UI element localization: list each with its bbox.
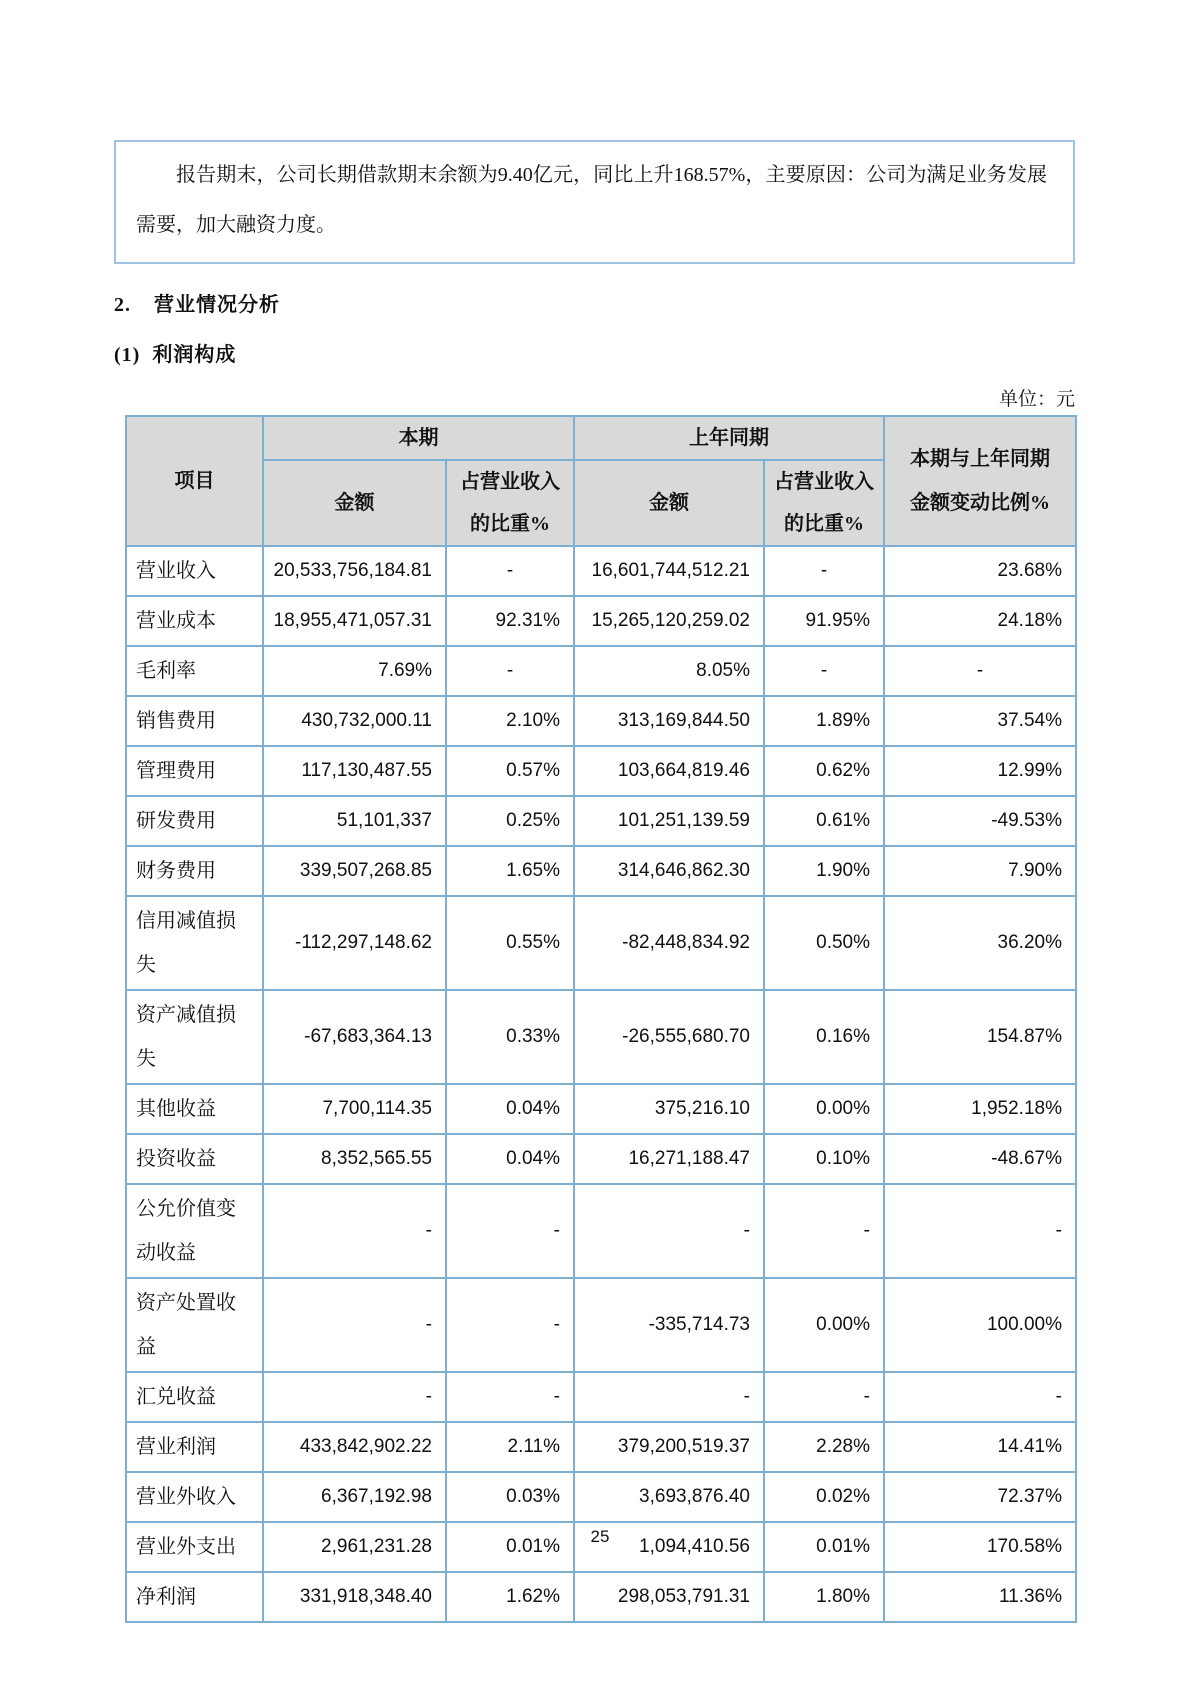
row-value-cell: 0.55% <box>446 896 574 990</box>
section-number: 2. <box>114 294 131 316</box>
row-value-cell: 103,664,819.46 <box>574 746 764 796</box>
row-value-cell: 430,732,000.11 <box>263 696 446 746</box>
row-value-cell: 0.03% <box>446 1472 574 1522</box>
table-body <box>126 546 1076 1622</box>
row-value-cell: 0.01% <box>446 1522 574 1572</box>
table-row <box>126 1572 1076 1622</box>
table-row <box>126 696 1076 746</box>
row-value-cell: 7.90% <box>884 846 1076 896</box>
header-current-period: 本期 <box>263 416 574 460</box>
row-value-cell: - <box>263 1184 446 1278</box>
row-value-cell: - <box>574 1372 764 1422</box>
row-value-cell: 8,352,565.55 <box>263 1134 446 1184</box>
row-value-cell: 11.36% <box>884 1572 1076 1622</box>
row-value-cell: 91.95% <box>764 596 884 646</box>
row-value-cell: 7,700,114.35 <box>263 1084 446 1134</box>
row-value-cell: 3,693,876.40 <box>574 1472 764 1522</box>
header-pct-prior: 占营业收入的比重% <box>764 460 884 546</box>
row-value-cell: 101,251,139.59 <box>574 796 764 846</box>
section-title: 营业情况分析 <box>154 294 280 316</box>
table-row <box>126 646 1076 696</box>
row-value-cell: 339,507,268.85 <box>263 846 446 896</box>
long-term-loan-note-box <box>114 140 1075 264</box>
row-value-cell: 1.65% <box>446 846 574 896</box>
section-heading <box>114 288 280 317</box>
row-value-cell: 1.62% <box>446 1572 574 1622</box>
row-value-cell: 0.61% <box>764 796 884 846</box>
row-item-label: 其他收益 <box>126 1084 263 1134</box>
subsection-title: 利润构成 <box>152 344 237 366</box>
row-item-label: 净利润 <box>126 1572 263 1622</box>
row-value-cell: 154.87% <box>884 990 1076 1084</box>
row-value-cell: - <box>764 646 884 696</box>
row-item-label: 公允价值变动收益 <box>126 1184 263 1278</box>
row-value-cell: 331,918,348.40 <box>263 1572 446 1622</box>
row-value-cell: 313,169,844.50 <box>574 696 764 746</box>
row-value-cell: 18,955,471,057.31 <box>263 596 446 646</box>
row-value-cell: 1,094,410.56 <box>574 1522 764 1572</box>
row-value-cell: 433,842,902.22 <box>263 1422 446 1472</box>
row-value-cell: - <box>446 1184 574 1278</box>
table-row <box>126 896 1076 990</box>
row-value-cell: 72.37% <box>884 1472 1076 1522</box>
table-header-row-1 <box>126 416 1076 460</box>
row-value-cell: 20,533,756,184.81 <box>263 546 446 596</box>
page-number: 25 <box>590 1527 610 1546</box>
table-row <box>126 990 1076 1084</box>
row-value-cell: 14.41% <box>884 1422 1076 1472</box>
row-item-label: 毛利率 <box>126 646 263 696</box>
row-value-cell: - <box>764 546 884 596</box>
row-value-cell: -335,714.73 <box>574 1278 764 1372</box>
row-value-cell: 16,271,188.47 <box>574 1134 764 1184</box>
table-row <box>126 596 1076 646</box>
row-value-cell: 51,101,337 <box>263 796 446 846</box>
row-value-cell: 0.16% <box>764 990 884 1084</box>
table-row <box>126 1278 1076 1372</box>
row-value-cell: 36.20% <box>884 896 1076 990</box>
row-value-cell: 7.69% <box>263 646 446 696</box>
table-row <box>126 1184 1076 1278</box>
header-change-ratio: 本期与上年同期金额变动比例% <box>884 416 1076 546</box>
row-value-cell: - <box>446 546 574 596</box>
row-value-cell: - <box>446 1372 574 1422</box>
row-value-cell: 2.28% <box>764 1422 884 1472</box>
row-value-cell: 375,216.10 <box>574 1084 764 1134</box>
row-value-cell: 24.18% <box>884 596 1076 646</box>
row-item-label: 营业利润 <box>126 1422 263 1472</box>
row-value-cell: - <box>574 1184 764 1278</box>
row-value-cell: 117,130,487.55 <box>263 746 446 796</box>
row-item-label: 资产处置收益 <box>126 1278 263 1372</box>
row-value-cell: 2.11% <box>446 1422 574 1472</box>
row-item-label: 汇兑收益 <box>126 1372 263 1422</box>
row-item-label: 信用减值损失 <box>126 896 263 990</box>
table-row <box>126 796 1076 846</box>
row-item-label: 销售费用 <box>126 696 263 746</box>
row-value-cell: 1.80% <box>764 1572 884 1622</box>
table-row <box>126 1372 1076 1422</box>
row-value-cell: 37.54% <box>884 696 1076 746</box>
row-value-cell: 0.00% <box>764 1084 884 1134</box>
row-value-cell: - <box>764 1372 884 1422</box>
row-item-label: 营业外支出 <box>126 1522 263 1572</box>
row-value-cell: 379,200,519.37 <box>574 1422 764 1472</box>
row-value-cell: 2.10% <box>446 696 574 746</box>
row-value-cell: 0.25% <box>446 796 574 846</box>
row-value-cell: 314,646,862.30 <box>574 846 764 896</box>
row-value-cell: -82,448,834.92 <box>574 896 764 990</box>
profit-composition-table <box>125 415 1077 1623</box>
header-amount-prior: 金额 <box>574 460 764 546</box>
header-prior-period: 上年同期 <box>574 416 884 460</box>
row-value-cell: -26,555,680.70 <box>574 990 764 1084</box>
row-value-cell: 2,961,231.28 <box>263 1522 446 1572</box>
table-row <box>126 1134 1076 1184</box>
unit-label: 单位：元 <box>998 389 1075 410</box>
row-value-cell: 0.04% <box>446 1134 574 1184</box>
row-item-label: 财务费用 <box>126 846 263 896</box>
row-value-cell: - <box>446 646 574 696</box>
row-value-cell: 1.90% <box>764 846 884 896</box>
row-item-label: 营业成本 <box>126 596 263 646</box>
row-item-label: 投资收益 <box>126 1134 263 1184</box>
row-value-cell: 298,053,791.31 <box>574 1572 764 1622</box>
row-item-label: 研发费用 <box>126 796 263 846</box>
row-value-cell: - <box>263 1278 446 1372</box>
table-row <box>126 846 1076 896</box>
row-value-cell: 23.68% <box>884 546 1076 596</box>
header-amount-current: 金额 <box>263 460 446 546</box>
row-value-cell: - <box>764 1184 884 1278</box>
row-value-cell: -112,297,148.62 <box>263 896 446 990</box>
row-value-cell: 0.04% <box>446 1084 574 1134</box>
row-value-cell: 6,367,192.98 <box>263 1472 446 1522</box>
table-row <box>126 1422 1076 1472</box>
row-value-cell: -48.67% <box>884 1134 1076 1184</box>
row-value-cell: 0.57% <box>446 746 574 796</box>
row-value-cell: 1,952.18% <box>884 1084 1076 1134</box>
row-value-cell: 0.50% <box>764 896 884 990</box>
row-value-cell: 0.10% <box>764 1134 884 1184</box>
row-item-label: 营业收入 <box>126 546 263 596</box>
row-value-cell: 100.00% <box>884 1278 1076 1372</box>
row-item-label: 资产减值损失 <box>126 990 263 1084</box>
header-pct-current: 占营业收入的比重% <box>446 460 574 546</box>
row-value-cell: - <box>884 646 1076 696</box>
row-value-cell: 0.33% <box>446 990 574 1084</box>
table-row <box>126 546 1076 596</box>
row-value-cell: 0.00% <box>764 1278 884 1372</box>
row-value-cell: 12.99% <box>884 746 1076 796</box>
table-row <box>126 746 1076 796</box>
row-value-cell: 15,265,120,259.02 <box>574 596 764 646</box>
row-item-label: 管理费用 <box>126 746 263 796</box>
row-value-cell: -49.53% <box>884 796 1076 846</box>
header-item: 项目 <box>126 416 263 546</box>
row-value-cell: 170.58% <box>884 1522 1076 1572</box>
row-value-cell: 0.62% <box>764 746 884 796</box>
row-value-cell: - <box>884 1372 1076 1422</box>
table-row <box>126 1472 1076 1522</box>
row-value-cell: 8.05% <box>574 646 764 696</box>
row-value-cell: -67,683,364.13 <box>263 990 446 1084</box>
row-value-cell: 0.02% <box>764 1472 884 1522</box>
table-row <box>126 1084 1076 1134</box>
row-value-cell: 92.31% <box>446 596 574 646</box>
row-value-cell: 1.89% <box>764 696 884 746</box>
subsection-heading <box>114 338 236 367</box>
note-text: 报告期末，公司长期借款期末余额为9.40亿元，同比上升168.57%，主要原因：公司为满足业务发展需要，加大融资力度。 <box>136 164 1047 236</box>
row-value-cell: - <box>263 1372 446 1422</box>
subsection-number: (1) <box>114 344 141 366</box>
row-value-cell: 0.01% <box>764 1522 884 1572</box>
row-value-cell: - <box>884 1184 1076 1278</box>
row-value-cell: 16,601,744,512.21 <box>574 546 764 596</box>
row-item-label: 营业外收入 <box>126 1472 263 1522</box>
row-value-cell: - <box>446 1278 574 1372</box>
